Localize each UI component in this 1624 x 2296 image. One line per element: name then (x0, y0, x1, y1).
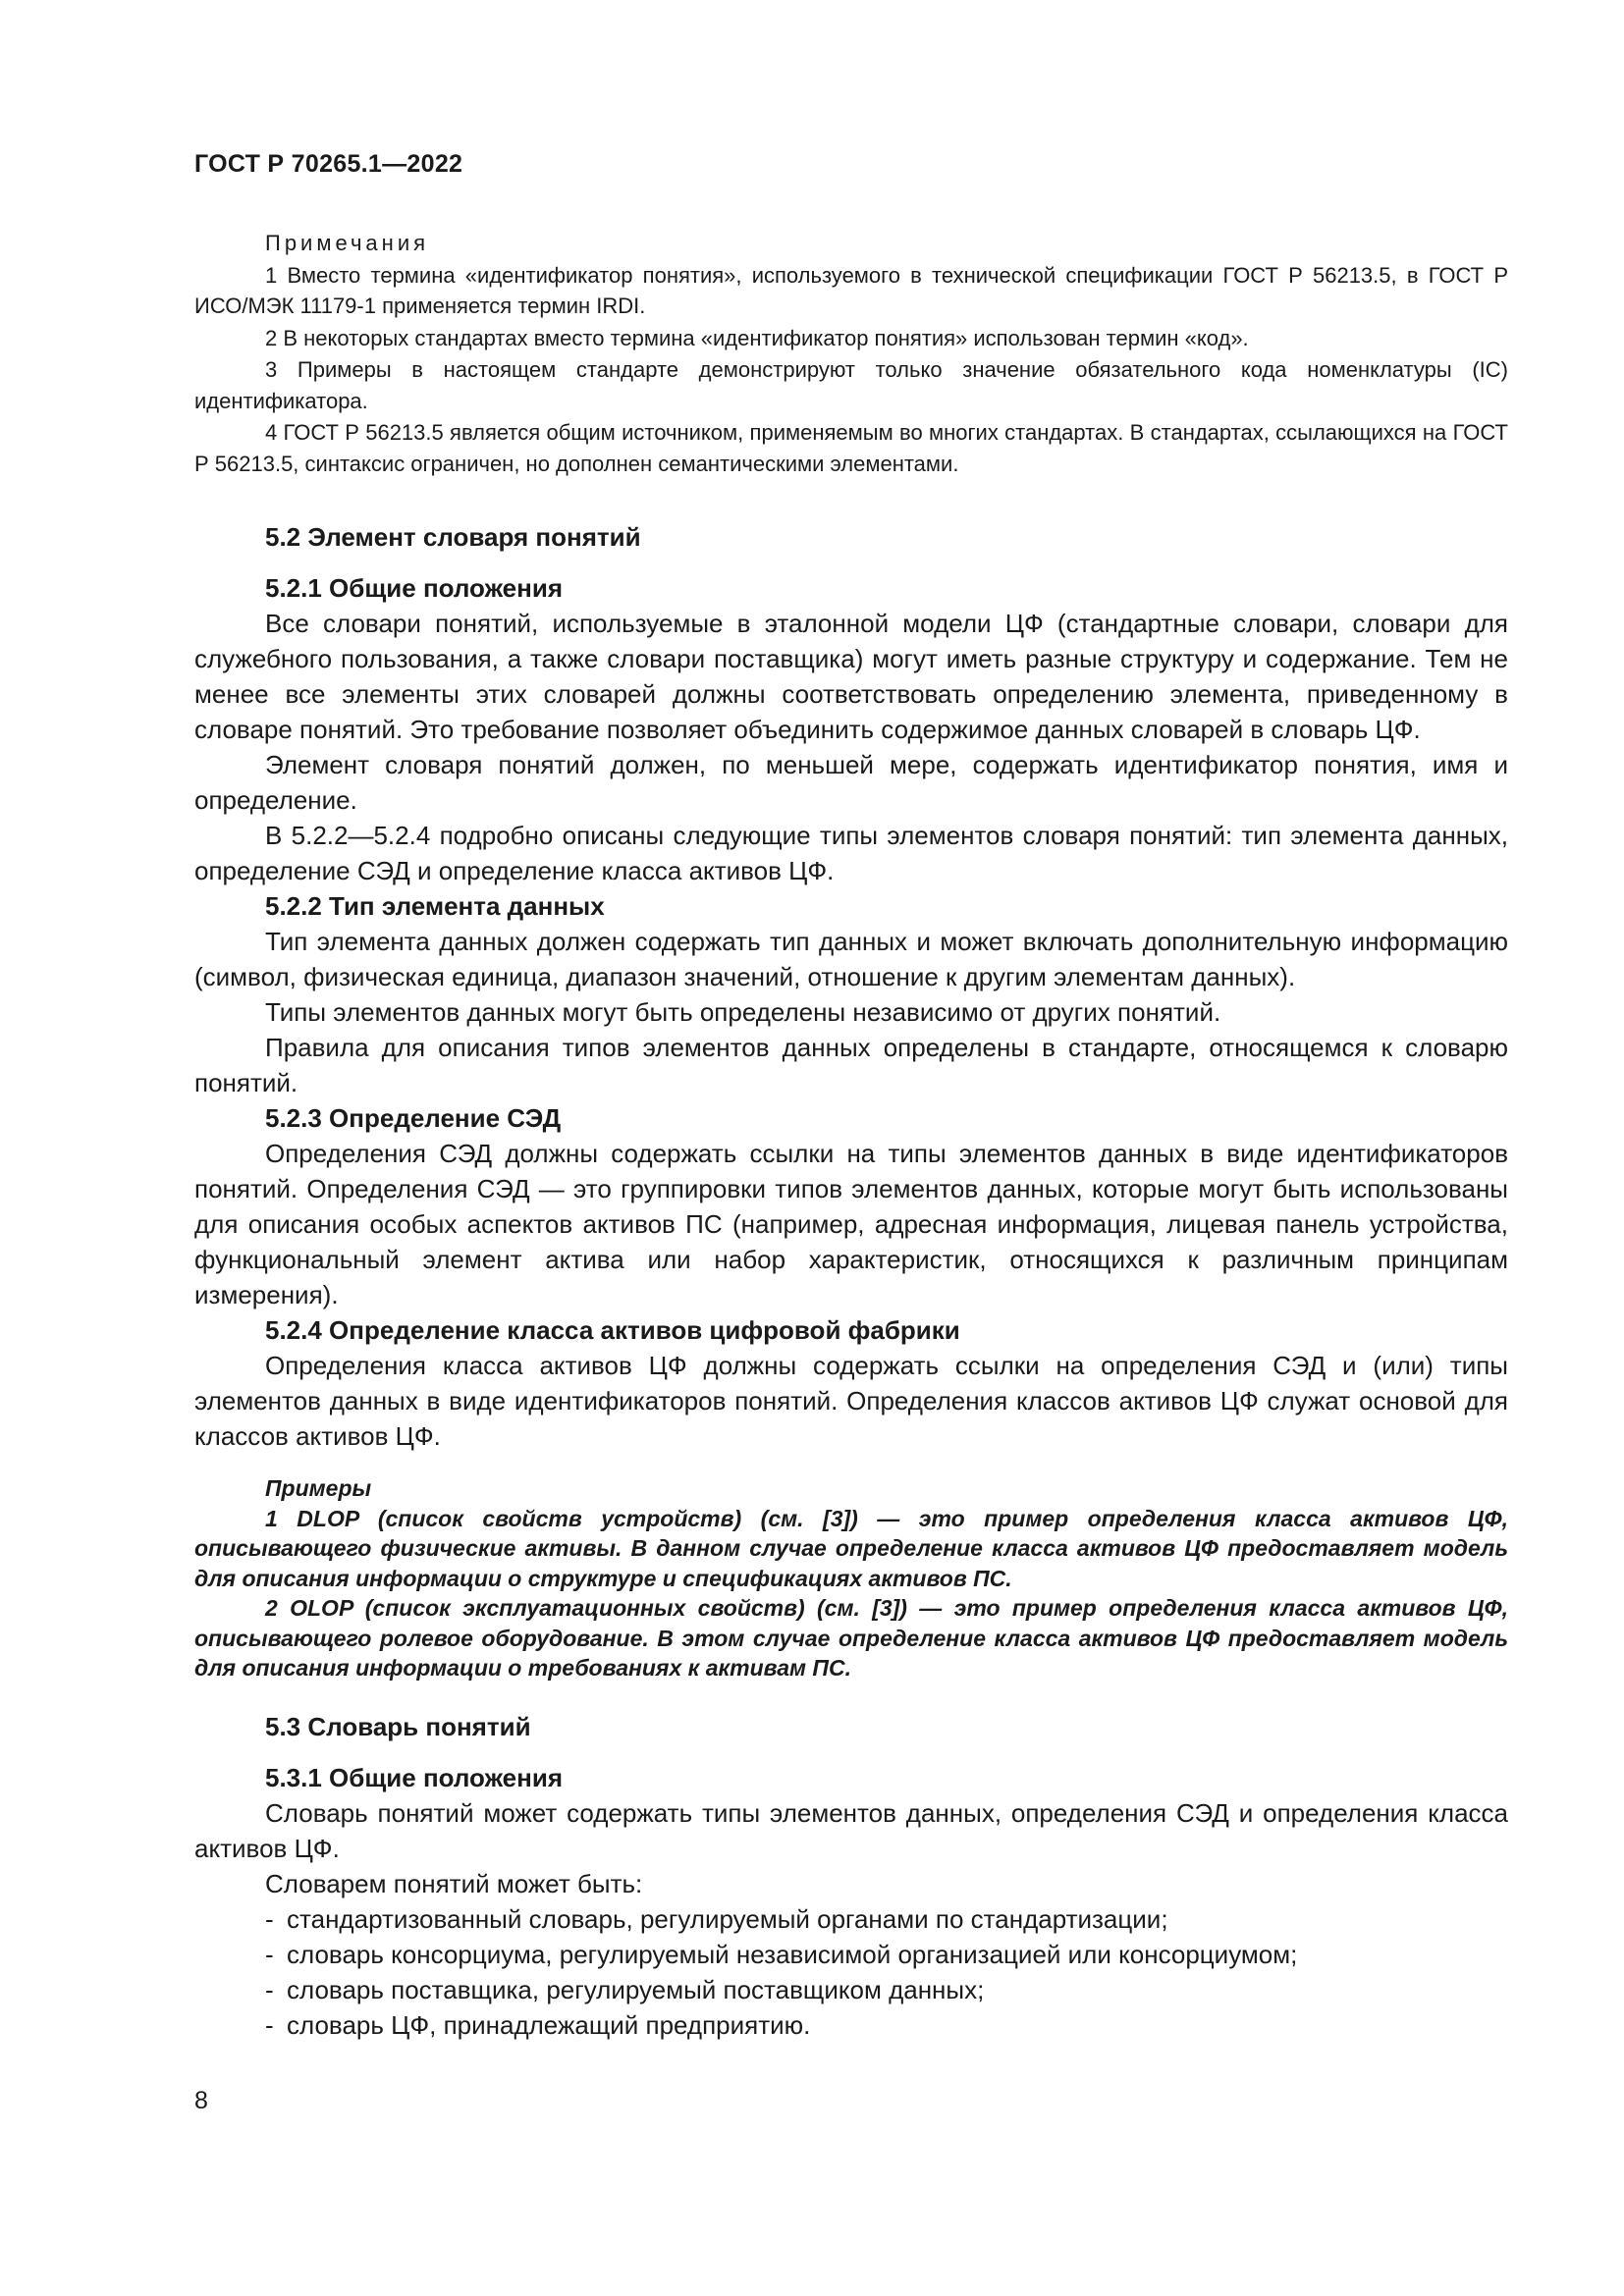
paragraph: Определения СЭД должны содержать ссылки на типы элементов данных в виде идентификаторов понятий. Определения СЭД — это группировки типов элементов данных, которые могут быть использованы для описания особых аспектов активов ПС (например, адресная информация, лицевая панель устройства, функциональный элемент актива или набор характеристик, относящихся к различным принципам измерения). (194, 1139, 1508, 1309)
paragraph: Все словари понятий, используемые в эталонной модели ЦФ (стандартные словари, словари для служебного пользования, а также словари поставщика) могут иметь разные структуру и содержание. Тем не менее все элементы этих словарей должны соответствовать определению элемента, приведенному в словаре понятий. Это требование позволяет объединить содержимое данных словарей в словарь ЦФ. (194, 609, 1508, 744)
example-item: 1 DLOP (список свойств устройств) (см. [3]) — это пример определения класса активов ЦФ, описывающего физические активы. В данном случае определение класса активов ЦФ предоставляет модель для описания информации о структуре и спецификациях активов ПС. (194, 1505, 1508, 1591)
example-item: 2 OLOP (список эксплуатационных свойств) (см. [3]) — это пример определения класса активов ЦФ, описывающего ролевое оборудование. В этом случае определение класса активов ЦФ предоставляет модель для описания информации о требованиях к активам ПС. (194, 1595, 1508, 1681)
document-page (194, 0, 1508, 2296)
list-item (194, 2007, 1508, 2043)
notes-block (194, 228, 1508, 479)
paragraph: Тип элемента данных должен содержать тип данных и может включать дополнительную информацию (символ, физическая единица, диапазон значений, отношение к другим элементам данных). (194, 927, 1508, 991)
paragraph: Типы элементов данных могут быть определены независимо от других понятий. (265, 997, 1221, 1027)
list-marker: - (265, 1939, 274, 1969)
subsection-heading-5-2-2: 5.2.2 Тип элемента данных (265, 891, 605, 921)
list-item-text: словарь консорциума, регулируемый независимой организацией или консорциумом; (287, 1939, 1298, 1969)
subsection-heading-5-2-1: 5.2.1 Общие положения (265, 573, 563, 603)
list-item (194, 1901, 1508, 1937)
list-item (194, 1972, 1508, 2007)
paragraph: В 5.2.2—5.2.4 подробно описаны следующие типы элементов словаря понятий: тип элемента данных, определение СЭД и определение класса активов ЦФ. (194, 821, 1508, 885)
note-item: 2 В некоторых стандартах вместо термина «идентификатор понятия» использован термин «код». (265, 325, 1249, 350)
section-heading-5-3: 5.3 Словарь понятий (265, 1711, 531, 1741)
subsection-heading-5-2-4: 5.2.4 Определение класса активов цифровой фабрики (265, 1315, 960, 1345)
list-marker: - (265, 1974, 274, 2004)
list-item-text: словарь ЦФ, принадлежащий предприятию. (287, 2009, 811, 2040)
list-marker: - (265, 2009, 274, 2040)
examples-title: Примеры (265, 1475, 372, 1501)
list-item (194, 1937, 1508, 1972)
paragraph: Словарем понятий может быть: (265, 1868, 643, 1898)
paragraph: Правила для описания типов элементов данных определены в стандарте, относящемся к словарю понятий. (194, 1033, 1508, 1097)
subsection-heading-5-3-1: 5.3.1 Общие положения (265, 1762, 563, 1792)
paragraph: Словарь понятий может содержать типы элементов данных, определения СЭД и определения класса активов ЦФ. (194, 1797, 1508, 1863)
note-item: 4 ГОСТ Р 56213.5 является общим источником, применяемым во многих стандартах. В стандартах, ссылающихся на ГОСТ Р 56213.5, синтаксис ограничен, но дополнен семантическими элементами. (194, 420, 1508, 476)
list-marker: - (265, 1903, 274, 1934)
section-heading-5-2: 5.2 Элемент словаря понятий (265, 522, 641, 552)
note-item: 1 Вместо термина «идентификатор понятия», используемого в технической спецификации ГОСТ Р 56213.5, в ГОСТ Р ИСО/МЭК 11179-1 применяется термин IRDI. (194, 262, 1508, 318)
notes-title: Примечания (265, 231, 430, 255)
list-item-text: словарь поставщика, регулируемый поставщиком данных; (287, 1974, 985, 2004)
page-number: 8 (194, 2087, 208, 2114)
subsection-heading-5-2-3: 5.2.3 Определение СЭД (265, 1103, 562, 1133)
document-body (194, 519, 1508, 2043)
document-code: ГОСТ Р 70265.1—2022 (194, 150, 463, 178)
paragraph: Определения класса активов ЦФ должны содержать ссылки на определения СЭД и (или) типы элементов данных в виде идентификаторов понятий. Определения классов активов ЦФ служат основой для классов активов ЦФ. (194, 1351, 1508, 1451)
list-item-text: стандартизованный словарь, регулируемый органами по стандартизации; (287, 1903, 1168, 1934)
paragraph: Элемент словаря понятий должен, по меньшей мере, содержать идентификатор понятия, имя и определение. (194, 750, 1508, 815)
note-item: 3 Примеры в настоящем стандарте демонстрируют только значение обязательного кода номенклатуры (IC) идентификатора. (194, 357, 1508, 413)
examples-block (194, 1473, 1508, 1683)
dictionary-types-list (194, 1901, 1508, 2043)
